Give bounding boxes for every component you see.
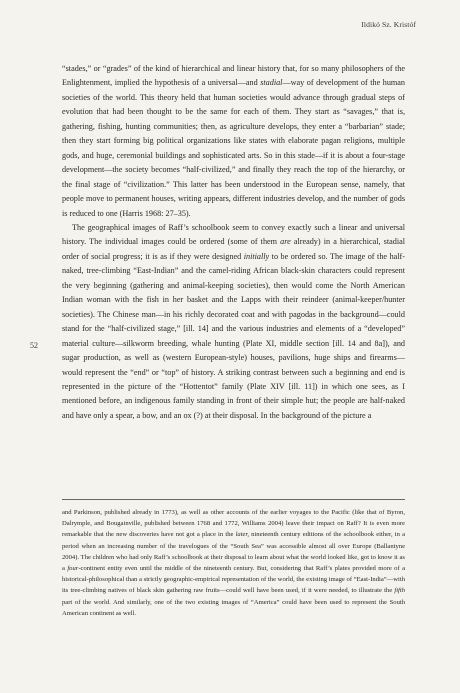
text-run: and Parkinson, published already in 1773), as well as other accounts of the earlier voyages to the Pacific (like that of Byron, Dalrymple, and Bougainville, published between 1768 and 1772, Williams 2004) leave their impact on Raff? It is even more remarkable that the new discoveries have not got a place in the [62, 509, 405, 539]
text-run: to be ordered so. The image of the half-naked, tree-climbing “East-Indian” and the camel-riding African black-skin characters could represent the very beginning (gathering and animal-keeping societies), then would come the North American Indian woman with the fish in her basket and the Lapps with their reindeer (animal-keeper/hunter societies). The Chinese man—in his richly decorated coat and with pagodas in the background—could stand for the “half-civilized stage,” [ill. 14] and the various industries and elements of a “developed” material culture—silkworm breeding, whale hunting (Plate XI, middle section [ill. 14 and 8a]), and sugar production, as well as (western European-style) houses, pavilions, huge ships and firearms—would represent the “end” or “top” of history. A striking contrast between such a beginning and end is represented in the picture of the “Hottentot” family (Plate XIV [ill. 11]) in which one sees, as I mentioned before, an indigenous family standing in front of their simple hut; the people are half-naked and have only a spear, a bow, and an ox (?) at their disposal. In the background of the picture a [62, 251, 406, 420]
text-run: nineteenth century editions of the schoolbook either, in a period when an increasing number of the travelogues of the “South Sea” was accessible almost all over Europe (Ballantyne 2004). The children who had only Raff’s schoolbook at their disposal to learn about what the world looked like, got to know it as a [62, 531, 405, 573]
page-number: 52 [30, 341, 38, 350]
italic-run: initially [243, 251, 270, 261]
text-run: —way of development of the human societies of the world. This theory held that human societies would advance through gradual steps of evolution that had been thought to be the same for each of them. They start as “savages,” that is, gathering, fishing, hunting communities; then, as agriculture develops, they enter a “barbarian” stade; then they start forming big political organizations like states with elaborate pagan religions, multiple gods, and huge, ceremonial buildings and sophisticated arts. So in this stade—if it is about a four-stage development—the society becomes “half-civilized,” and finally they reach the top of the hierarchy, or the final stage of “civilization.” This latter has been understood in the European sense, namely, that people move to permanent houses, writing appears, different industries develop, and the number of gods is reduced to one (Harris 1968: 27–35). [62, 78, 405, 218]
footnote-text [62, 507, 405, 619]
body-paragraph [62, 62, 405, 221]
text-run: already) in a hierarchical, stadial order of social progress; it is as if they were designed [62, 237, 405, 261]
text-run: The geographical images of Raff’s schoolbook seem to convey exactly such a linear and universal history. The individual images could be ordered (some of them [62, 222, 405, 247]
text-run: part of the world. And similarly, one of the two existing images of “America” could have been used to represent the South American continent as well. [62, 598, 405, 617]
body-paragraph [62, 221, 405, 423]
italic-run: four [67, 565, 79, 573]
italic-run: later, [235, 531, 249, 539]
text-run: “stades,” or “grades” of the kind of hierarchical and linear history that, for so many philosophers of the Enlightenment, implied the hypothesis of a universal—and [62, 64, 405, 88]
main-text [62, 62, 405, 423]
italic-run: stadial [260, 78, 283, 88]
footnote-separator [62, 499, 405, 500]
running-head: Ildikó Sz. Kristóf [361, 20, 416, 29]
italic-run: fifth [394, 587, 405, 595]
text-run: -continent entity even until the middle of the nineteenth century. But, considering that Raff’s plates provided more of a historical-philosophical than a strictly geographic-empirical representation of the world, the existing image of “East-India”—with its tree-climbing natives of black skin gathering raw fruits—could well have been used, if it were needed, to illustrate the [62, 565, 405, 595]
footnote-block [62, 507, 405, 619]
italic-run: are [280, 237, 291, 247]
